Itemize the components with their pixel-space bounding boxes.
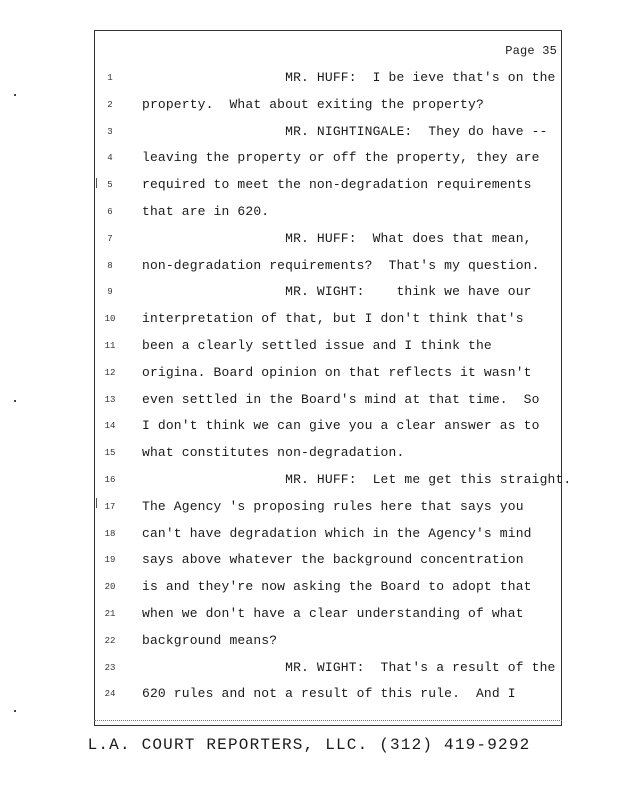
scan-speck xyxy=(14,400,16,402)
line-text: when we don't have a clear understanding of what xyxy=(142,606,524,621)
line-number: 6 xyxy=(107,207,113,217)
line-number: 23 xyxy=(104,662,116,673)
transcript-line xyxy=(95,685,561,711)
transcript-line xyxy=(95,69,561,95)
margin-mark xyxy=(96,178,97,188)
line-text: required to meet the non-degradation requirements xyxy=(142,177,532,193)
line-number: 13 xyxy=(104,394,116,405)
line-text: The Agency 's proposing rules here that says you xyxy=(142,498,524,514)
transcript-line xyxy=(95,230,561,256)
transcript-line xyxy=(95,257,561,283)
line-number: 11 xyxy=(104,341,116,351)
line-number: 8 xyxy=(107,260,113,271)
court-reporter-footer: L.A. COURT REPORTERS, LLC. (312) 419-9292 xyxy=(87,736,531,754)
transcript-line xyxy=(95,203,561,229)
line-text: MR. HUFF: Let me get this straight. xyxy=(142,472,572,487)
line-text: MR. NIGHTINGALE: They do have -- xyxy=(142,123,548,139)
line-text: been a clearly settled issue and I think the xyxy=(142,338,492,353)
line-text: I don't think we can give you a clear answer as to xyxy=(142,418,540,434)
transcript-line xyxy=(95,444,561,470)
transcript-line xyxy=(95,659,561,685)
line-number: 5 xyxy=(107,180,113,191)
page-number: Page 35 xyxy=(505,44,557,58)
transcript-line xyxy=(95,525,561,551)
line-text: that are in 620. xyxy=(142,204,270,219)
transcript-line xyxy=(95,123,561,149)
line-number: 20 xyxy=(104,582,116,593)
transcript-line xyxy=(95,283,561,309)
transcript-line xyxy=(95,605,561,631)
line-text: even settled in the Board's mind at that time. So xyxy=(142,391,540,407)
transcript-page xyxy=(94,30,572,726)
transcript-line xyxy=(95,417,561,443)
line-number: 4 xyxy=(107,153,113,164)
line-number: 17 xyxy=(104,501,116,512)
line-text: interpretation of that, but I don't think that's xyxy=(142,311,524,327)
line-number: 19 xyxy=(104,555,116,566)
transcript-line xyxy=(95,578,561,604)
line-number: 10 xyxy=(104,314,116,325)
line-text: can't have degradation which in the Agency's mind xyxy=(142,525,532,541)
line-number: 9 xyxy=(107,287,113,298)
line-number: 16 xyxy=(104,475,116,485)
transcript-line xyxy=(95,498,561,524)
line-text: what constitutes non-degradation. xyxy=(142,445,405,461)
line-text: background means? xyxy=(142,632,278,648)
transcript-line xyxy=(95,551,561,577)
line-number: 18 xyxy=(104,528,116,539)
line-number: 7 xyxy=(107,233,113,244)
line-text: MR. HUFF: I be ieve that's on the xyxy=(142,70,556,85)
transcript-line xyxy=(95,471,572,497)
transcript-line xyxy=(95,149,561,175)
line-number: 22 xyxy=(104,635,116,646)
line-number: 2 xyxy=(107,99,113,110)
line-number: 21 xyxy=(104,609,116,619)
transcript-line xyxy=(95,632,561,658)
line-number: 24 xyxy=(104,689,116,700)
transcript-line xyxy=(95,391,561,417)
transcript-line xyxy=(95,310,561,336)
line-text: says above whatever the background concentration xyxy=(142,552,524,568)
line-text: is and they're now asking the Board to adopt that xyxy=(142,579,532,595)
line-number: 15 xyxy=(104,448,116,459)
line-text: 620 rules and not a result of this rule. And I xyxy=(142,686,516,702)
line-number: 1 xyxy=(107,73,113,83)
transcript-line xyxy=(95,176,561,202)
scan-speck xyxy=(14,94,16,96)
line-text: property. What about exiting the property? xyxy=(142,96,484,112)
scan-speck xyxy=(14,710,16,712)
line-text: MR. WIGHT: think we have our xyxy=(142,284,532,300)
transcript-line xyxy=(95,364,561,390)
line-text: leaving the property or off the property, they are xyxy=(142,150,540,166)
line-text: MR. HUFF: What does that mean, xyxy=(142,230,532,246)
transcript-line xyxy=(95,96,561,122)
line-number: 3 xyxy=(107,126,113,137)
bottom-rule xyxy=(94,720,562,723)
transcript-line xyxy=(95,337,561,363)
line-text: non-degradation requirements? That's my question. xyxy=(142,257,540,273)
line-text: origina. Board opinion on that reflects it wasn't xyxy=(142,364,532,380)
margin-mark xyxy=(96,498,97,508)
line-text: MR. WIGHT: That's a result of the xyxy=(142,659,556,675)
line-number: 14 xyxy=(104,421,116,432)
line-number: 12 xyxy=(104,367,116,378)
